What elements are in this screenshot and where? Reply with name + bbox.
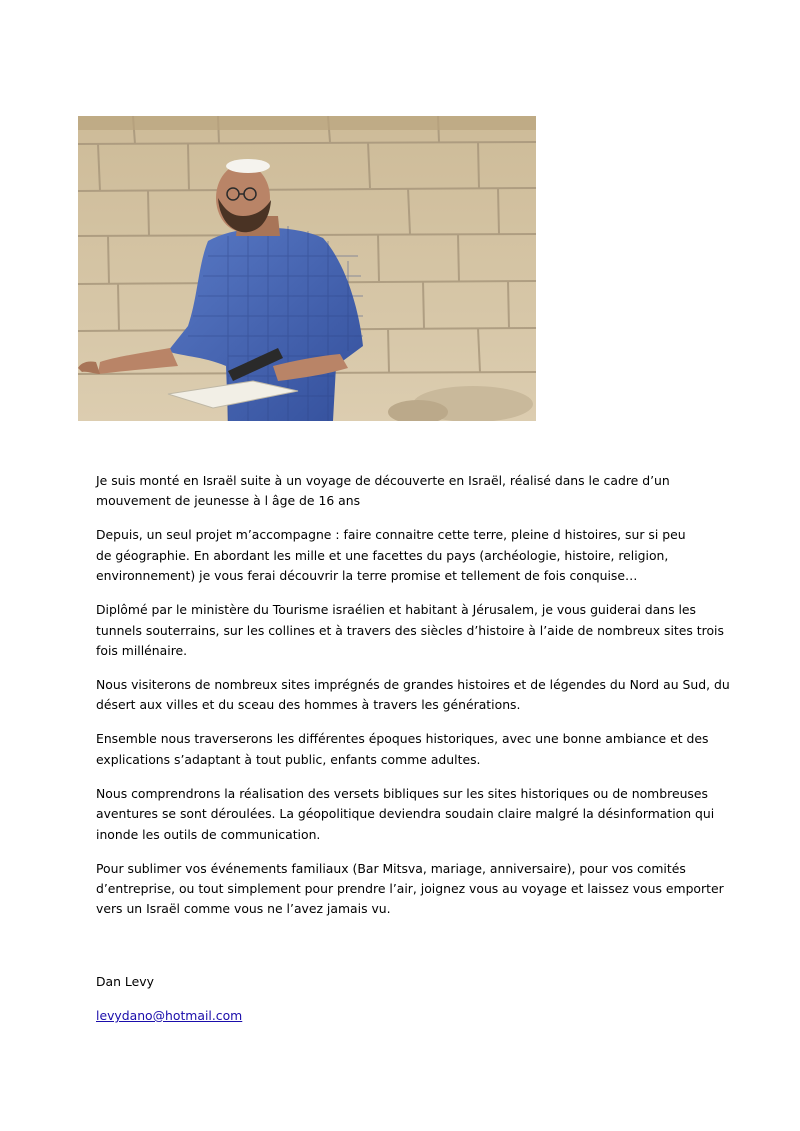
kippah bbox=[226, 159, 270, 173]
text-line: mouvement de jeunesse à l âge de 16 ans bbox=[96, 493, 361, 509]
text-line: vers un Israël comme vous ne l’avez jamais vu. bbox=[96, 901, 391, 917]
text-line: tunnels souterrains, sur les collines et à travers des siècles d’histoire à l’aide de nombreux sites trois bbox=[96, 622, 724, 638]
text-line: Depuis, un seul projet m’accompagne : faire connaitre cette terre, pleine d histoires, sur si peu bbox=[96, 527, 686, 543]
text-line: Je suis monté en Israël suite à un voyage de découverte en Israël, réalisé dans le cadre d’un bbox=[96, 473, 670, 488]
text-line: de géographie. En abordant les mille et une facettes du pays (archéologie, histoire, religion, bbox=[96, 547, 669, 563]
text-line: environnement) je vous ferai découvrir la terre promise et tellement de fois conquise… bbox=[96, 568, 638, 584]
signature-name: Dan Levy bbox=[96, 974, 154, 989]
text-line: fois millénaire. bbox=[96, 643, 188, 659]
paragraph-5 bbox=[96, 729, 711, 770]
text-line: Nous visiterons de nombreux sites imprégnés de grandes histoires et de légendes du Nord au Sud, du bbox=[96, 677, 730, 693]
paragraph-4 bbox=[96, 675, 730, 716]
body-text bbox=[96, 471, 730, 933]
text-line: Ensemble nous traverserons les différentes époques historiques, avec une bonne ambiance et des bbox=[96, 731, 709, 747]
guide-photo bbox=[78, 116, 536, 421]
text-line: aventures se sont déroulées. La géopolitique deviendra soudain claire malgré la désinformation qui bbox=[96, 806, 715, 822]
paragraph-7 bbox=[96, 859, 724, 920]
text-line: Nous comprendrons la réalisation des versets bibliques sur les sites historiques ou de nombreuses bbox=[96, 785, 708, 801]
paragraph-2 bbox=[96, 525, 711, 586]
text-line: Pour sublimer vos événements familiaux (Bar Mitsva, mariage, anniversaire), pour vos comités bbox=[96, 860, 686, 876]
paragraph-3 bbox=[96, 600, 724, 661]
text-line: désert aux villes et du sceau des hommes à travers les générations. bbox=[96, 697, 521, 713]
paragraph-6 bbox=[96, 784, 715, 845]
text-line: explications s’adaptant à tout public, enfants comme adultes. bbox=[96, 751, 481, 767]
text-line: inonde les outils de communication. bbox=[96, 826, 321, 842]
email-link[interactable]: levydano@hotmail.com bbox=[96, 1008, 243, 1023]
text-line: Diplômé par le ministère du Tourisme israélien et habitant à Jérusalem, je vous guiderai dans les bbox=[96, 602, 697, 618]
paragraph-1 bbox=[96, 471, 711, 512]
text-line: d’entreprise, ou tout simplement pour prendre l’air, joignez vous au voyage et laissez vous emporter bbox=[96, 881, 724, 897]
